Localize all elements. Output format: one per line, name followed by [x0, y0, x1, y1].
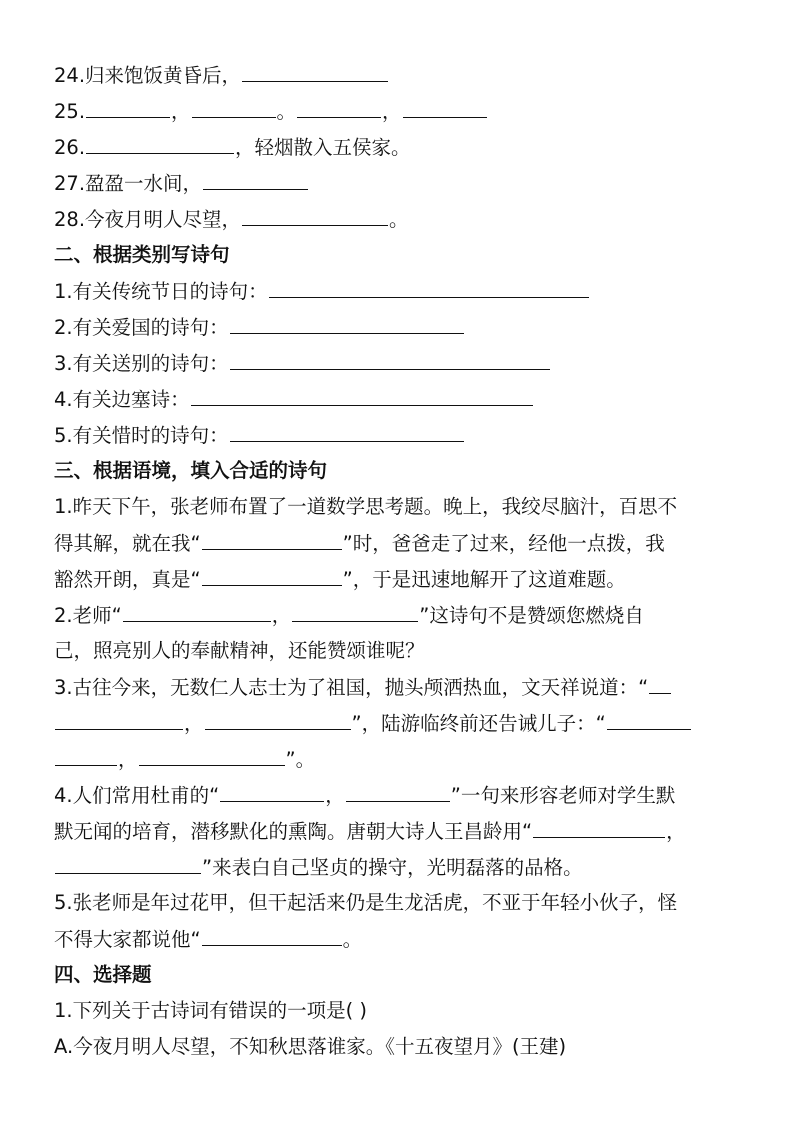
answer-blank[interactable] [86, 98, 170, 118]
section-3-q5-line-1: 5.张老师是年过花甲，但干起活来仍是生龙活虎，不亚于年轻小伙子，怪 [54, 891, 678, 914]
answer-blank[interactable] [346, 782, 450, 802]
question-27: 27.盈盈一水间， [54, 170, 309, 196]
answer-blank[interactable] [607, 710, 691, 730]
section-2-title: 二、根据类别写诗句 [54, 243, 230, 266]
question-24: 24.归来饱饭黄昏后， [54, 62, 389, 88]
section-2-item-2: 2.有关爱国的诗句： [54, 314, 465, 340]
answer-blank[interactable] [230, 422, 464, 442]
answer-blank[interactable] [202, 530, 342, 550]
answer-blank[interactable] [55, 746, 117, 766]
answer-blank[interactable] [203, 170, 308, 190]
answer-blank[interactable] [242, 206, 388, 226]
section-2-item-3: 3.有关送别的诗句： [54, 350, 551, 376]
answer-blank[interactable] [649, 674, 671, 694]
section-4-option-a: A.今夜月明人尽望，不知秋思落谁家。《十五夜望月》(王建) [54, 1035, 567, 1058]
answer-blank[interactable] [230, 314, 464, 334]
section-3-q1-line-3: 豁然开朗，真是“ ”，于是迅速地解开了这道难题。 [54, 568, 626, 591]
question-28: 28.今夜月明人尽望， 。 [54, 208, 409, 231]
answer-blank[interactable] [86, 134, 234, 154]
section-3-q3-line-2: ， ”，陆游临终前还告诫儿子：“ [54, 710, 692, 736]
section-3-title: 三、根据语境，填入合适的诗句 [54, 459, 328, 482]
answer-blank[interactable] [242, 62, 388, 82]
answer-blank[interactable] [220, 782, 324, 802]
section-4-title: 四、选择题 [54, 963, 152, 986]
section-2-item-1: 1.有关传统节日的诗句： [54, 278, 590, 304]
answer-blank[interactable] [192, 98, 276, 118]
section-4-question-1: 1.下列关于古诗词有错误的一项是( ) [54, 999, 368, 1022]
answer-blank[interactable] [123, 602, 271, 622]
section-3-q5-line-2: 不得大家都说他“ 。 [54, 928, 363, 951]
answer-blank[interactable] [202, 566, 342, 586]
answer-blank[interactable] [533, 818, 665, 838]
answer-blank[interactable] [55, 710, 183, 730]
answer-blank[interactable] [230, 350, 550, 370]
section-2-item-4: 4.有关边塞诗： [54, 386, 534, 412]
section-3-q4-line-3: ”来表白自己坚贞的操守，光明磊落的品格。 [54, 854, 583, 880]
answer-blank[interactable] [269, 278, 589, 298]
section-3-q4-line-1: 4.人们常用杜甫的“ ， ”一句来形容老师对学生默 [54, 784, 676, 807]
answer-blank[interactable] [292, 602, 418, 622]
answer-blank[interactable] [403, 98, 487, 118]
section-3-q2-line-2: 己，照亮别人的奉献精神，还能赞颂谁呢？ [54, 639, 425, 662]
section-3-q4-line-2: 默无闻的培育，潜移默化的熏陶。唐朝大诗人王昌龄用“ ， [54, 820, 686, 843]
question-25: 25. ， 。 ， [54, 98, 488, 124]
answer-blank[interactable] [202, 926, 342, 946]
section-2-item-5: 5.有关惜时的诗句： [54, 422, 465, 448]
question-26: 26. ，轻烟散入五侯家。 [54, 136, 411, 159]
answer-blank[interactable] [139, 746, 285, 766]
answer-blank[interactable] [191, 386, 533, 406]
answer-blank[interactable] [205, 710, 351, 730]
answer-blank[interactable] [297, 98, 381, 118]
section-3-q2-line-1: 2.老师“ ， ”这诗句不是赞颂您燃烧自 [54, 604, 644, 627]
answer-blank[interactable] [55, 854, 201, 874]
section-3-q1-line-2: 得其解，就在我“ ”时，爸爸走了过来，经他一点拨，我 [54, 532, 665, 555]
section-3-q1-line-1: 1.昨天下午，张老师布置了一道数学思考题。晚上，我绞尽脑汁，百思不 [54, 495, 678, 518]
section-3-q3-line-3: ， ”。 [54, 746, 315, 772]
section-3-q3-line-1: 3.古往今来，无数仁人志士为了祖国，抛头颅洒热血，文天祥说道：“ [54, 674, 672, 700]
